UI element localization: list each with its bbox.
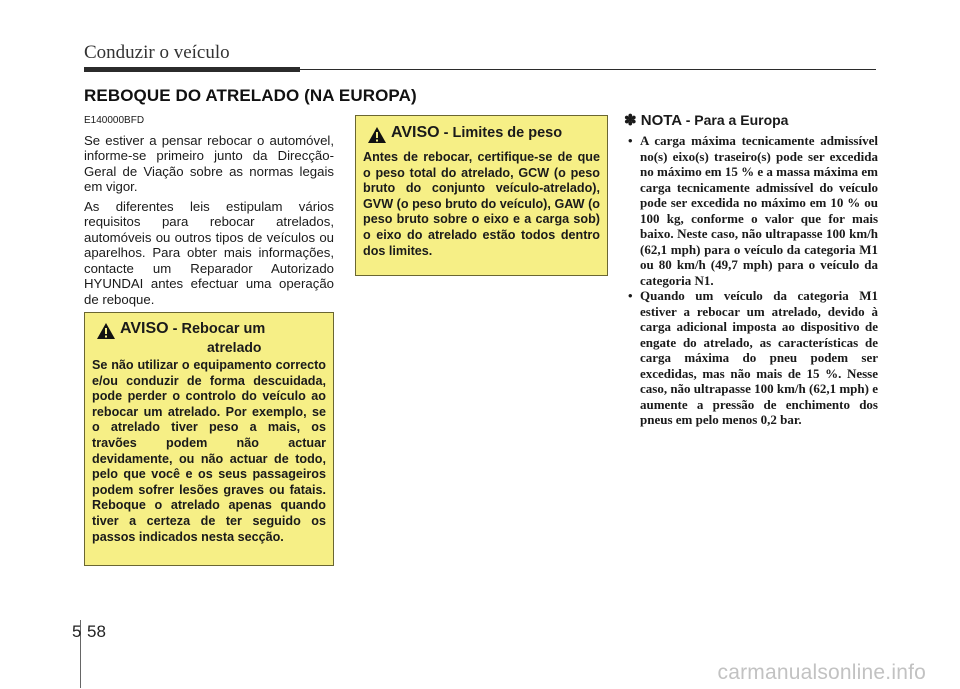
warning-label: AVISO — [391, 124, 440, 141]
section-heading: REBOQUE DO ATRELADO (NA EUROPA) — [84, 86, 417, 105]
note-heading — [624, 111, 878, 129]
note-title: - Para a Europa — [685, 112, 789, 128]
warning-body: Se não utilizar o equipamento correcto e/ou conduzir de forma descuidada, pode perder o controlo do veículo ao rebocar um atrelado. Por exemplo, se o atrelado tiver peso a mais, os travões podem não actuar devidamente, ou não actuar de todo, pelo que você e os seus passageiros podem sofrer lesões graves ou fatais. Reboque o atrelado apenas quando tiver a certeza de ter seguido os passos indicados nesta secção. — [92, 358, 326, 544]
warning-box-towing — [84, 312, 334, 566]
warning-title-line2: atrelado — [207, 339, 262, 355]
note-item — [624, 288, 878, 428]
warning-title: - Limites de peso — [443, 125, 563, 141]
header-rule-thin — [300, 69, 876, 70]
intro-column — [84, 113, 334, 311]
header-rule-thick — [84, 67, 300, 72]
star-icon: ✽ — [624, 112, 637, 129]
page-number: 58 — [87, 622, 106, 641]
chapter-title: Conduzir o veículo — [84, 42, 230, 63]
note-item-text: Quando um veículo da categoria M1 estiver a rebocar um atrelado, devido à carga adicional imposta ao dispositivo de engate do atrelado, as características de carga máxima do pneu podem ser excedidas, mas não mais de 15 %. Nesse caso, não ultrapasse 100 km/h (62,1 mph) e aumente a pressão de enchimento dos pneus em pelo menos 0,2 bar. — [640, 288, 878, 427]
warning-triangle-icon — [367, 126, 387, 144]
note-item-text: A carga máxima tecnicamente admissível no(s) eixo(s) traseiro(s) pode ser excedida no máximo em 15 % e a massa máxima em carga tecnicamente admissível do veículo pode ser excedida no máximo em 10 % ou 100 kg, conforme o valor que for mais baixo. Neste caso, não ultrapasse 100 km/h (62,1 mph) para o veículo da categoria M1 ou 80 km/h (49,7 mph) para o veículo da categoria N1. — [640, 133, 878, 288]
warning-label: AVISO — [120, 320, 169, 337]
warning-title: - Rebocar um — [172, 321, 266, 337]
bullet-icon: • — [628, 288, 633, 303]
note-column — [624, 111, 878, 428]
intro-paragraph-1: Se estiver a pensar rebocar o automóvel, informe-se primeiro junto da Direcção-Geral de Viação sobre as normas legais em vigor. — [84, 132, 334, 194]
bullet-icon: • — [628, 133, 633, 148]
intro-paragraph-2: As diferentes leis estipulam vários requisitos para rebocar atrelados, automóveis ou outros tipos de veículos ou aparelhos. Para obter mais informações, contacte um Reparador Autorizado HYUNDAI antes efectuar uma operação de reboque. — [84, 198, 334, 307]
warning-triangle-icon — [96, 322, 116, 340]
watermark[interactable]: carmanualsonline.info — [717, 661, 926, 684]
chapter-number: 5 — [72, 622, 82, 641]
section-code: E140000BFD — [84, 115, 145, 126]
note-label: NOTA — [640, 112, 682, 129]
note-item — [624, 133, 878, 288]
note-list — [624, 133, 878, 428]
warning-box-weight-limits — [355, 115, 608, 276]
warning-body: Antes de rebocar, certifique-se de que o peso total do atrelado, GCW (o peso bruto do conjunto veículo-atrelado), GVW (o peso bruto do veículo), GAW (o peso bruto sobre o eixo e a carga sob) o eixo do atrelado estão todos dentro dos limites. — [363, 150, 600, 258]
